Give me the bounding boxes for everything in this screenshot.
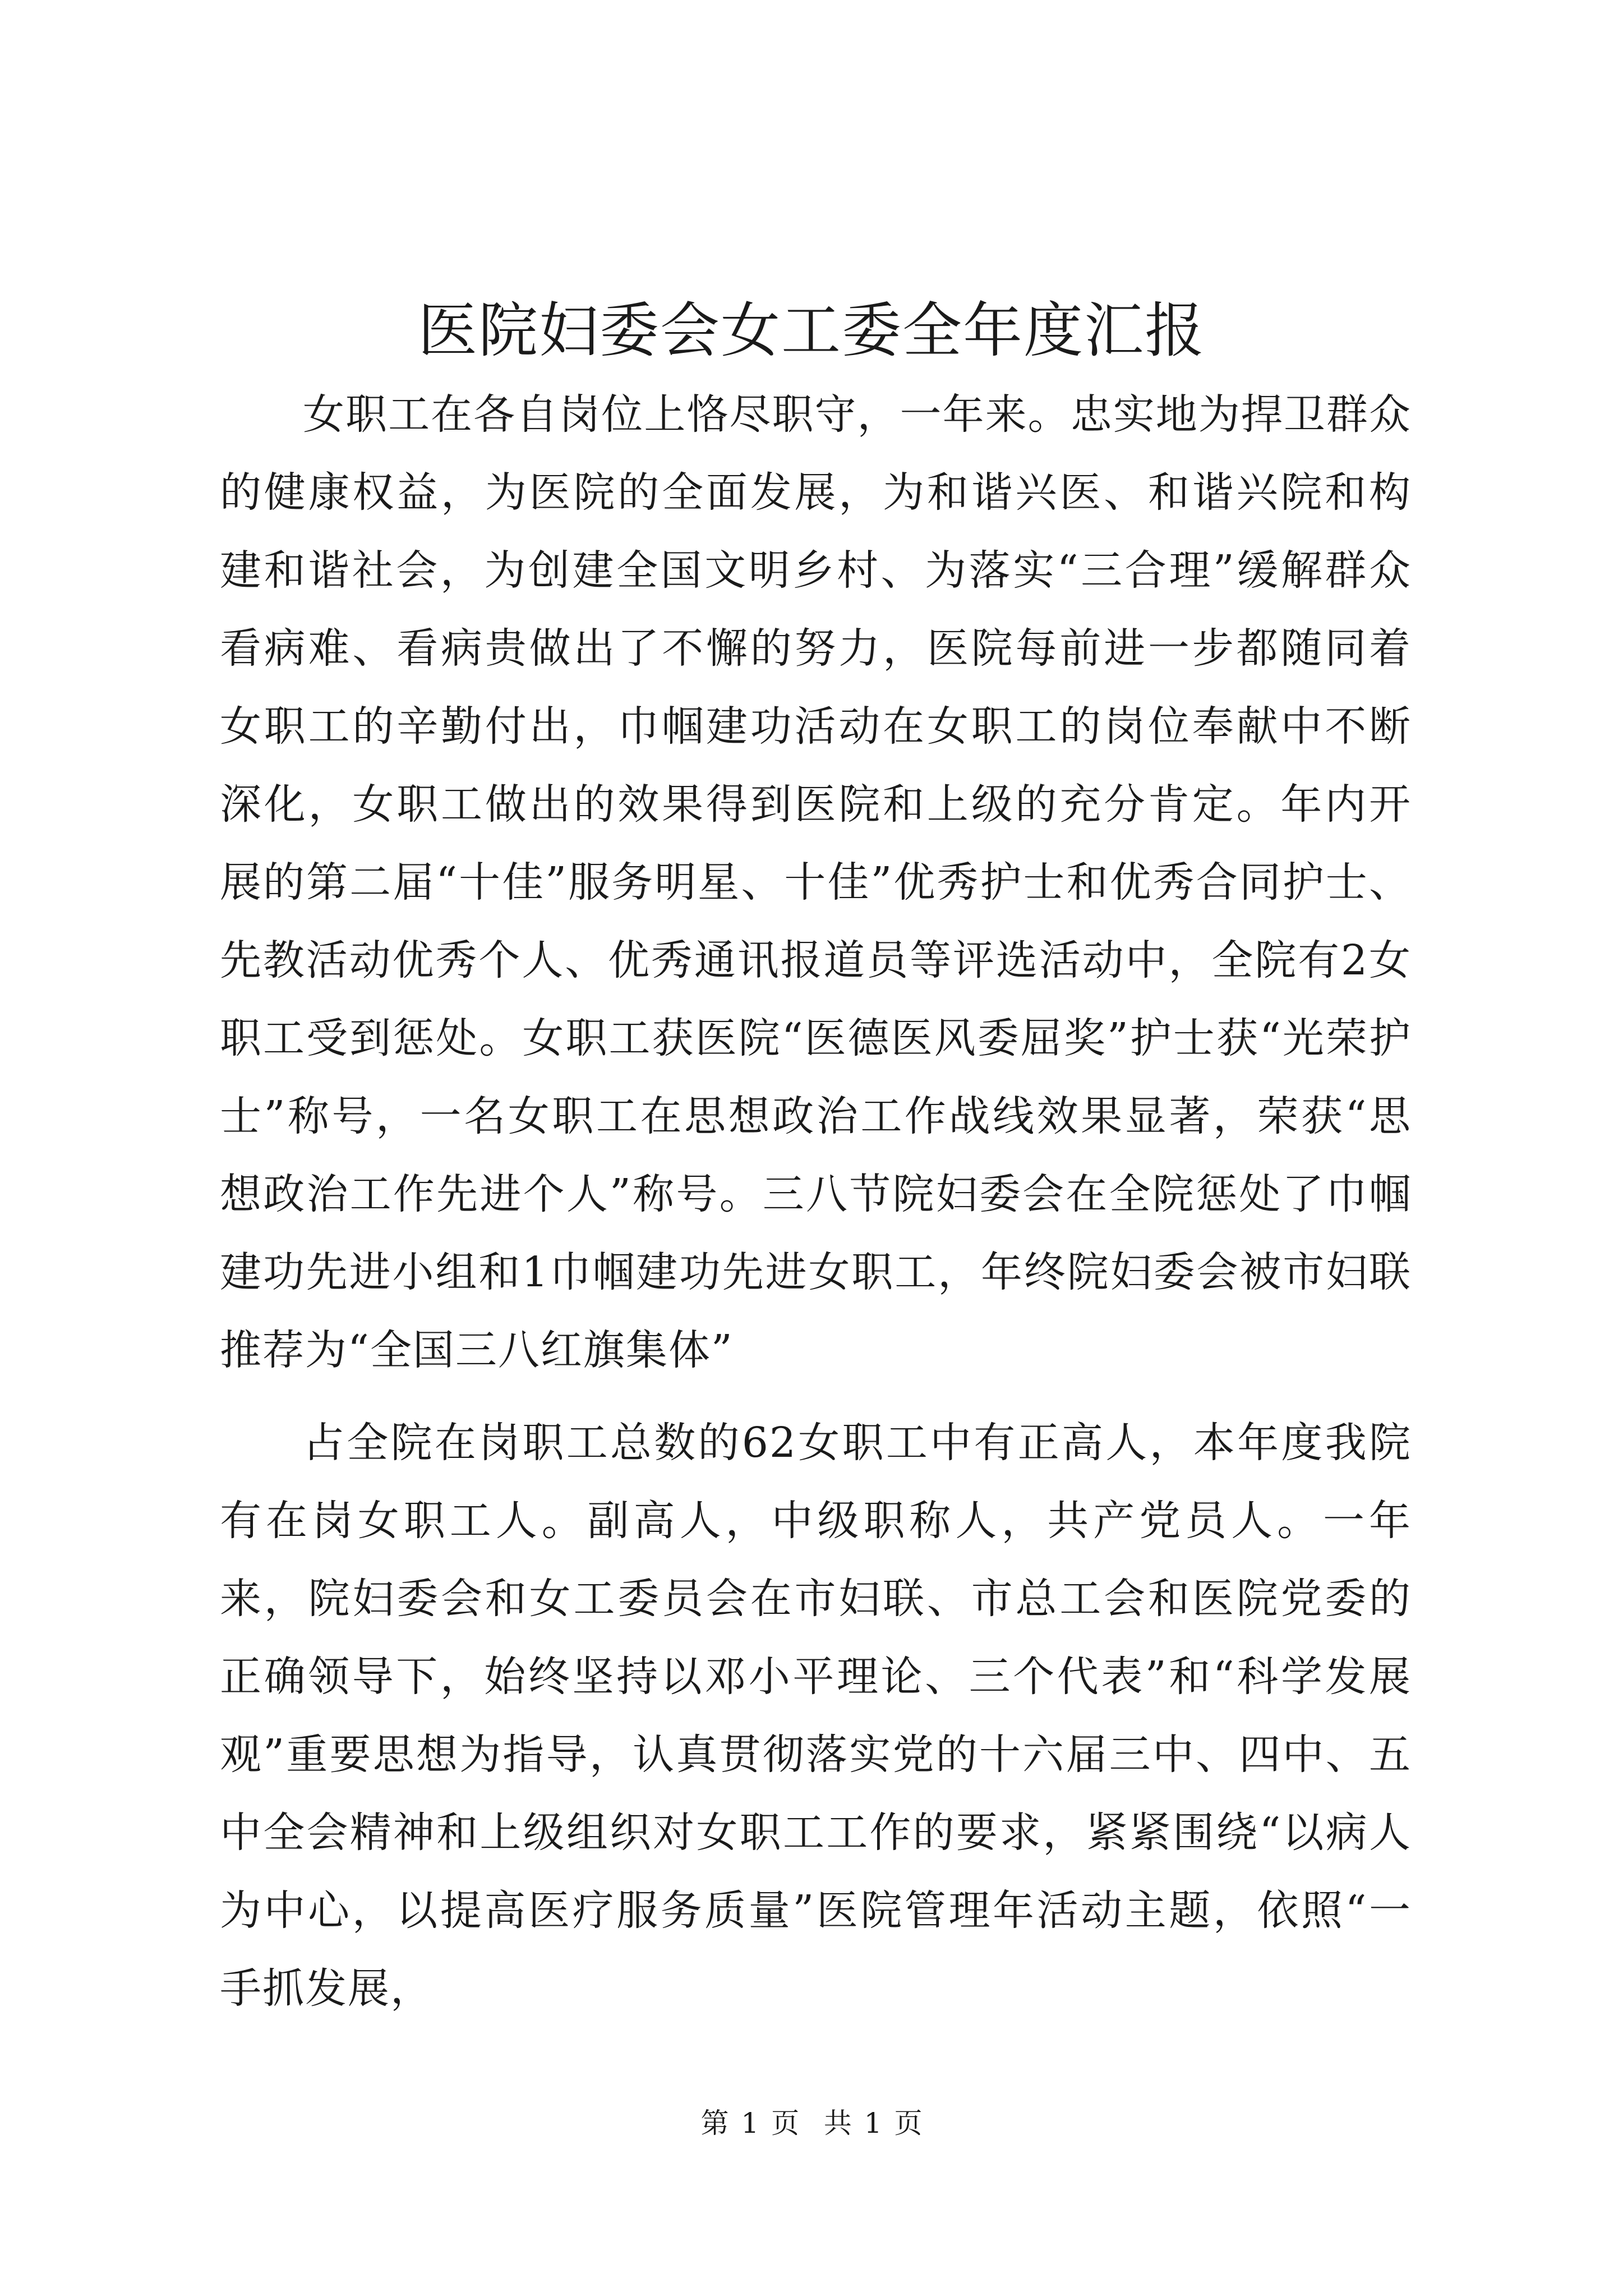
page-number: 第 1 页 共 1 页 bbox=[700, 2107, 923, 2139]
paragraph-2: 占全院在岗职工总数的62女职工中有正高人，本年度我院有在岗女职工人。副高人，中级职称人，共产党员人。一年来，院妇委会和女工委员会在市妇联、市总工会和医院党委的正确领导下，始终坚持以邓小平理论、三个代表”和“科学发展观”重要思想为指导，认真贯彻落实党的十六届三中、四中、五中全会精神和上级组织对女职工工作的要求，紧紧围绕“以病人为中心，以提高医疗服务质量”医院管理年活动主题，依照“一手抓发展， bbox=[220, 1419, 1412, 2013]
document-title: 医院妇委会女工委全年度汇报 bbox=[418, 296, 1205, 365]
document-body bbox=[220, 376, 1412, 2028]
page-footer bbox=[0, 2104, 1623, 2143]
paragraph-1: 女职工在各自岗位上恪尽职守，一年来。忠实地为捍卫群众的健康权益，为医院的全面发展，为和谐兴医、和谐兴院和构建和谐社会，为创建全国文明乡村、为落实“三合理”缓解群众看病难、看病贵做出了不懈的努力，医院每前进一步都随同着女职工的辛勤付出，巾帼建功活动在女职工的岗位奉献中不断深化，女职工做出的效果得到医院和上级的充分肯定。年内开展的第二届“十佳”服务明星、十佳”优秀护士和优秀合同护士、先教活动优秀个人、优秀通讯报道员等评选活动中，全院有2女职工受到惩处。女职工获医院“医德医风委屈奖”护士获“光荣护士”称号，一名女职工在思想政治工作战线效果显著，荣获“思想政治工作先进个人”称号。三八节院妇委会在全院惩处了巾帼建功先进小组和1巾帼建功先进女职工，年终院妇委会被市妇联推荐为“全国三八红旗集体” bbox=[220, 390, 1412, 1374]
